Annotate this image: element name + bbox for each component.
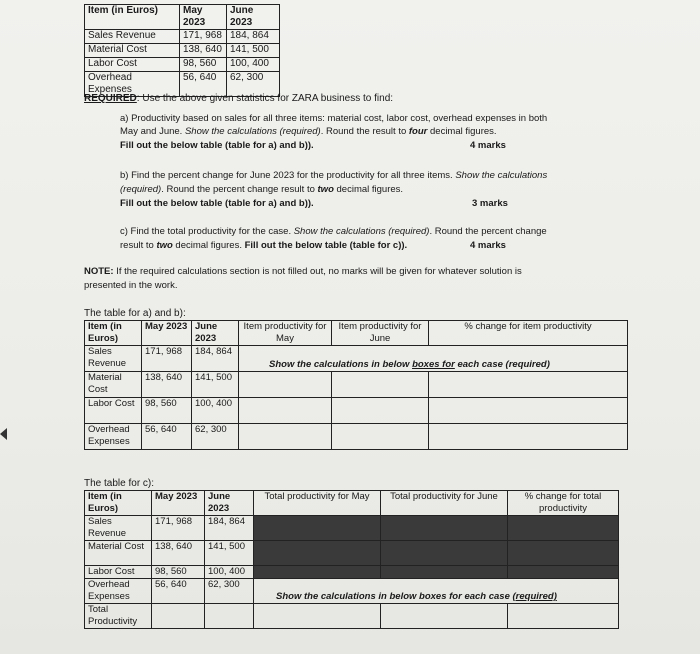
table-cell: 138, 640 (152, 541, 205, 566)
table-cell: 171, 968 (180, 30, 227, 44)
table-row (85, 30, 280, 44)
table-c (84, 490, 619, 629)
answer-cell[interactable] (381, 604, 508, 629)
table-cell: Labor Cost (85, 58, 180, 72)
text-span: (required) (505, 359, 550, 370)
table-cell: Labor Cost (85, 398, 142, 424)
table-cell: Sales Revenue (85, 30, 180, 44)
table-cell (152, 604, 205, 629)
table-cell: Total Productivity (85, 604, 152, 629)
table-cell: 184, 864 (227, 30, 280, 44)
table-cell: 184, 864 (205, 516, 254, 541)
table-row (85, 398, 628, 424)
table-c-caption: The table for c): (84, 478, 155, 489)
header-cell: Total productivity for June (381, 491, 508, 516)
text-span: decimal figures. (333, 184, 404, 195)
answer-cell[interactable] (429, 372, 628, 398)
part-b-marks: 3 marks (472, 198, 508, 209)
shaded-cell (381, 516, 508, 541)
table-cell: 100, 400 (192, 398, 239, 424)
header-cell: June 2023 (192, 321, 239, 346)
text-span: two (317, 184, 334, 195)
page-edge-marker (0, 428, 7, 440)
table-cell: Overhead Expenses (85, 72, 180, 97)
table-row (85, 566, 619, 579)
table-cell: Material Cost (85, 44, 180, 58)
table-cell: 56, 640 (152, 579, 205, 604)
table-row (85, 424, 628, 450)
text-span: May and June. (120, 126, 185, 137)
part-a-line3: Fill out the below table (table for a) and b)). (120, 140, 314, 151)
table-cell: 98, 560 (180, 58, 227, 72)
header-cell: May 2023 (152, 491, 205, 516)
header-cell: % change for total productivity (508, 491, 619, 516)
header-cell: % change for item productivity (429, 321, 628, 346)
text-span: decimal figures. (172, 240, 245, 251)
text-span: c) Find the total productivity for the case. (120, 226, 294, 237)
text-span: result to (120, 240, 157, 251)
table-row (85, 579, 619, 604)
header-cell: June 2023 (205, 491, 254, 516)
table-cell: 62, 300 (205, 579, 254, 604)
answer-cell[interactable] (429, 424, 628, 450)
text-span: four (408, 126, 428, 137)
shaded-cell (254, 541, 381, 566)
table-cell: 184, 864 (192, 346, 239, 372)
part-c-line2 (120, 240, 407, 252)
table-row (85, 58, 280, 72)
answer-cell[interactable] (239, 424, 332, 450)
answer-cell[interactable] (332, 398, 429, 424)
table-cell: 100, 400 (205, 566, 254, 579)
text-span: Show the calculations in below (269, 359, 413, 370)
part-c-line1 (120, 226, 547, 238)
header-cell: May 2023 (142, 321, 192, 346)
shaded-cell (381, 541, 508, 566)
text-span: decimal figures. (427, 126, 497, 137)
part-a-line2 (120, 126, 497, 138)
part-a-line1: a) Productivity based on sales for all three items: material cost, labor cost, overhead expenses in both (120, 113, 548, 124)
table-row (85, 346, 628, 372)
table-row (85, 516, 619, 541)
header-cell: Item (in Euros) (85, 491, 152, 516)
table-cell: 138, 640 (142, 372, 192, 398)
table-cell: Sales Revenue (85, 516, 152, 541)
header-cell: Item (in Euros) (85, 5, 180, 30)
shaded-cell (508, 541, 619, 566)
part-c-marks: 4 marks (470, 240, 506, 251)
table-row (85, 44, 280, 58)
table-cell (205, 604, 254, 629)
header-cell: June 2023 (227, 5, 280, 30)
source-data-table (84, 4, 280, 97)
text-span: Fill out the below table (table for c)). (244, 240, 408, 251)
table-cell: Material Cost (85, 372, 142, 398)
answer-cell[interactable] (508, 604, 619, 629)
shaded-cell (508, 566, 619, 579)
table-cell: 141, 500 (205, 541, 254, 566)
header-cell: Item (in Euros) (85, 321, 142, 346)
table-cell: 56, 640 (180, 72, 227, 97)
text-span: . Round the percent change result to (161, 184, 318, 195)
note-line1 (84, 266, 522, 278)
table-ab-caption: The table for a) and b): (84, 308, 186, 319)
text-span: Show the calculations (required) (184, 126, 321, 137)
table-cell: 141, 500 (227, 44, 280, 58)
table-cell: 138, 640 (180, 44, 227, 58)
text-span: . Round the percent change (429, 226, 547, 237)
table-cell: 100, 400 (227, 58, 280, 72)
table-header-row (85, 321, 628, 346)
instruction-cell (239, 346, 628, 372)
table-cell: Overhead Expenses (85, 424, 142, 450)
answer-cell[interactable] (332, 424, 429, 450)
table-cell: 171, 968 (142, 346, 192, 372)
required-line (84, 93, 393, 105)
text-span: boxes for (412, 359, 455, 370)
table-header-row (85, 491, 619, 516)
answer-cell[interactable] (239, 372, 332, 398)
shaded-cell (381, 566, 508, 579)
text-span: (required) (512, 591, 557, 602)
instruction-cell (254, 579, 619, 604)
table-ab (84, 320, 628, 450)
text-span: two (156, 240, 173, 251)
text-span: . Round the result to (320, 126, 409, 137)
text-span: Show the calculations (required) (293, 226, 430, 237)
table-cell: 62, 300 (192, 424, 239, 450)
note-line2: presented in the work. (84, 280, 178, 291)
text-span: Show the calculations in below boxes for each case (276, 591, 513, 602)
table-cell: 98, 560 (152, 566, 205, 579)
table-cell: 171, 968 (152, 516, 205, 541)
required-text: : Use the above given statistics for ZARA business to find: (136, 93, 394, 104)
table-cell: 141, 500 (192, 372, 239, 398)
required-label: REQUIRED (84, 93, 137, 104)
text-span: b) Find the percent change for June 2023 for the productivity for all three items. (120, 170, 456, 181)
text-span: (required) (120, 184, 162, 195)
header-cell: Item productivity for June (332, 321, 429, 346)
answer-cell[interactable] (254, 604, 381, 629)
table-header-row (85, 5, 280, 30)
table-row (85, 372, 628, 398)
part-a-marks: 4 marks (470, 140, 506, 151)
part-b-line3: Fill out the below table (table for a) and b)). (120, 198, 314, 209)
shaded-cell (508, 516, 619, 541)
table-cell: 56, 640 (142, 424, 192, 450)
part-b-line2 (120, 184, 403, 196)
table-cell: 98, 560 (142, 398, 192, 424)
table-cell: 62, 300 (227, 72, 280, 97)
shaded-cell (254, 516, 381, 541)
answer-cell[interactable] (332, 372, 429, 398)
table-cell: Sales Revenue (85, 346, 142, 372)
text-span: Show the calculations (455, 170, 548, 181)
table-cell: Overhead Expenses (85, 579, 152, 604)
table-cell: Labor Cost (85, 566, 152, 579)
answer-cell[interactable] (429, 398, 628, 424)
answer-cell[interactable] (239, 398, 332, 424)
header-cell: Item productivity for May (239, 321, 332, 346)
header-cell: May 2023 (180, 5, 227, 30)
table-cell: Material Cost (85, 541, 152, 566)
part-b-line1 (120, 170, 547, 182)
table-row (85, 541, 619, 566)
note-label: NOTE: (84, 266, 114, 277)
header-cell: Total productivity for May (254, 491, 381, 516)
shaded-cell (254, 566, 381, 579)
table-row (85, 604, 619, 629)
text-span: each case (454, 359, 506, 370)
note-text: If the required calculations section is not filled out, no marks will be given for whatever solution is (113, 266, 522, 277)
